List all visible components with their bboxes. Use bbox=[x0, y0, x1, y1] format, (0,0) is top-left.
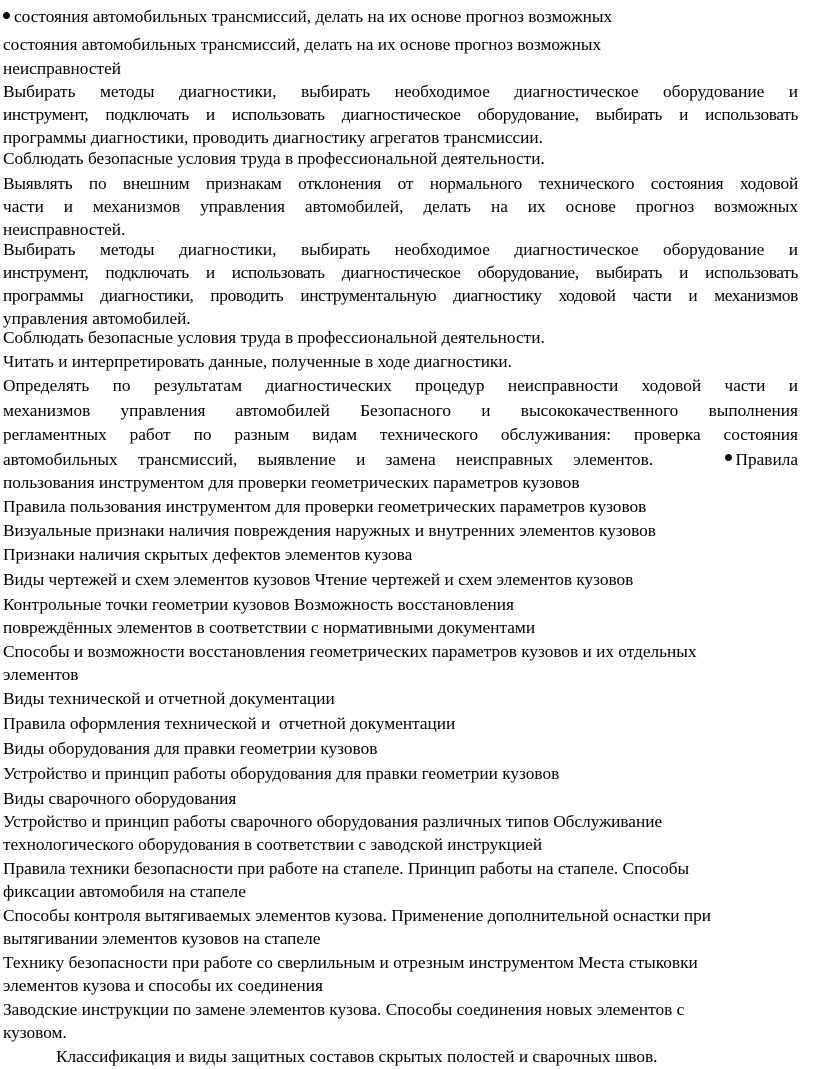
text-line: Устройство и принцип работы сварочного оборудования различных типов Обслуживание bbox=[3, 812, 663, 831]
text-line: Виды чертежей и схем элементов кузовов Чтение чертежей и схем элементов кузовов bbox=[3, 570, 634, 589]
paragraph bbox=[3, 147, 798, 170]
text-line: Визуальные признаки наличия повреждения наружных и внутренних элементов кузовов bbox=[3, 521, 656, 540]
paragraph bbox=[3, 998, 798, 1044]
paragraph bbox=[3, 238, 798, 330]
text-line: элементов bbox=[3, 665, 79, 684]
text-line: фиксации автомобиля на стапеле bbox=[3, 882, 246, 901]
text-line: Выбирать методы диагностики, выбирать необходимое диагностическое оборудование и bbox=[3, 240, 798, 259]
paragraph bbox=[3, 810, 798, 856]
text-line: Признаки наличия скрытых дефектов элементов кузова bbox=[3, 545, 413, 564]
paragraph bbox=[3, 543, 798, 566]
text-line: Соблюдать безопасные условия труда в профессиональной деятельности. bbox=[3, 328, 545, 347]
paragraph bbox=[3, 593, 798, 639]
text-line: регламентных работ по разным видам технического обслуживания: проверка состояния bbox=[3, 425, 798, 444]
text-line: Классификация и виды защитных составов скрытых полостей и сварочных швов. bbox=[56, 1047, 658, 1066]
text-line: пользования инструментом для проверки геометрических параметров кузовов bbox=[3, 473, 580, 492]
text-line: Способы контроля вытягиваемых элементов кузова. Применение дополнительной оснастки при bbox=[3, 906, 712, 925]
paragraph bbox=[3, 640, 798, 686]
text-line: Способы и возможности восстановления геометрических параметров кузовов и их отдельных bbox=[3, 642, 697, 661]
bullet-icon bbox=[3, 12, 10, 19]
text-line: кузовом. bbox=[3, 1023, 67, 1042]
paragraph bbox=[3, 33, 798, 81]
text-segment: автомобильных трансмиссий, выявление и замена неисправных элементов. bbox=[3, 449, 654, 469]
text-line: механизмов управления автомобилей Безопасного и высококачественного выполнения bbox=[3, 400, 798, 420]
paragraph bbox=[3, 687, 798, 710]
text-line: повреждённых элементов в соответствии с нормативными документами bbox=[3, 618, 536, 637]
paragraph bbox=[3, 80, 798, 149]
text-line: части и механизмов управления автомобилей, делать на их основе прогноз возможных bbox=[3, 197, 798, 216]
text-line: Устройство и принцип работы оборудования для правки геометрии кузовов bbox=[3, 764, 560, 783]
text-line: состояния автомобильных трансмиссий, делать на их основе прогноз возможных bbox=[14, 7, 613, 26]
text-line: элементов кузова и способы их соединения bbox=[3, 976, 323, 995]
text-line: Заводские инструкции по замене элементов кузова. Способы соединения новых элементов с bbox=[3, 1000, 685, 1019]
text-line: Технику безопасности при работе со сверлильным и отрезным инструментом Места стыковки bbox=[3, 953, 698, 972]
text-line: Виды оборудования для правки геометрии кузовов bbox=[3, 739, 378, 758]
paragraph bbox=[3, 326, 798, 349]
paragraph bbox=[3, 519, 798, 542]
text-line: Определять по результатам диагностических процедур неисправности ходовой части и bbox=[3, 376, 798, 395]
text-line: технологического оборудования в соответствии с заводской инструкцией bbox=[3, 835, 543, 854]
text-line: программы диагностики, проводить инструментальную диагностику ходовой части и механизмов bbox=[3, 286, 798, 305]
bullet-icon bbox=[725, 454, 732, 461]
text-segment: Правила bbox=[735, 449, 798, 469]
text-line: управления автомобилей. bbox=[3, 309, 191, 328]
text-line: Контрольные точки геометрии кузовов Возможность восстановления bbox=[3, 595, 514, 614]
text-line: Виды технической и отчетной документации bbox=[3, 689, 335, 708]
paragraph bbox=[3, 904, 798, 950]
text-line: неисправностей. bbox=[3, 220, 126, 239]
text-line: неисправностей bbox=[3, 59, 122, 78]
paragraph bbox=[3, 857, 798, 903]
paragraph bbox=[3, 568, 798, 591]
paragraph bbox=[3, 951, 798, 997]
text-line: вытягивании элементов кузовов на стапеле bbox=[3, 929, 321, 948]
bullet-paragraph bbox=[3, 5, 798, 28]
paragraph bbox=[3, 1045, 816, 1068]
paragraph bbox=[3, 374, 798, 494]
text-line: Читать и интерпретировать данные, полученные в ходе диагностики. bbox=[3, 352, 512, 371]
text-line: Правила техники безопасности при работе на стапеле. Принцип работы на стапеле. Способы bbox=[3, 859, 690, 878]
text-line: программы диагностики, проводить диагностику агрегатов трансмиссии. bbox=[3, 128, 543, 147]
text-line: Правила пользования инструментом для проверки геометрических параметров кузовов bbox=[3, 497, 647, 516]
text-line: Правила оформления технической и отчетной документации bbox=[3, 714, 456, 733]
text-line: Соблюдать безопасные условия труда в профессиональной деятельности. bbox=[3, 149, 545, 168]
paragraph bbox=[3, 495, 798, 518]
text-line bbox=[3, 448, 798, 473]
paragraph bbox=[3, 737, 798, 760]
paragraph bbox=[3, 712, 798, 735]
paragraph bbox=[3, 172, 798, 241]
inline-bullet-item bbox=[725, 448, 799, 473]
paragraph bbox=[3, 350, 798, 373]
paragraph bbox=[3, 787, 798, 810]
text-line: инструмент, подключать и использовать диагностическое оборудование, выбирать и использовать bbox=[3, 105, 798, 124]
text-line: инструмент, подключать и использовать диагностическое оборудование, выбирать и использовать bbox=[3, 263, 798, 282]
text-line: Выявлять по внешним признакам отклонения от нормального технического состояния ходовой bbox=[3, 174, 798, 193]
text-line: Выбирать методы диагностики, выбирать необходимое диагностическое оборудование и bbox=[3, 82, 798, 101]
paragraph bbox=[3, 762, 798, 785]
text-line: Виды сварочного оборудования bbox=[3, 789, 237, 808]
text-line: состояния автомобильных трансмиссий, делать на их основе прогноз возможных bbox=[3, 35, 602, 54]
